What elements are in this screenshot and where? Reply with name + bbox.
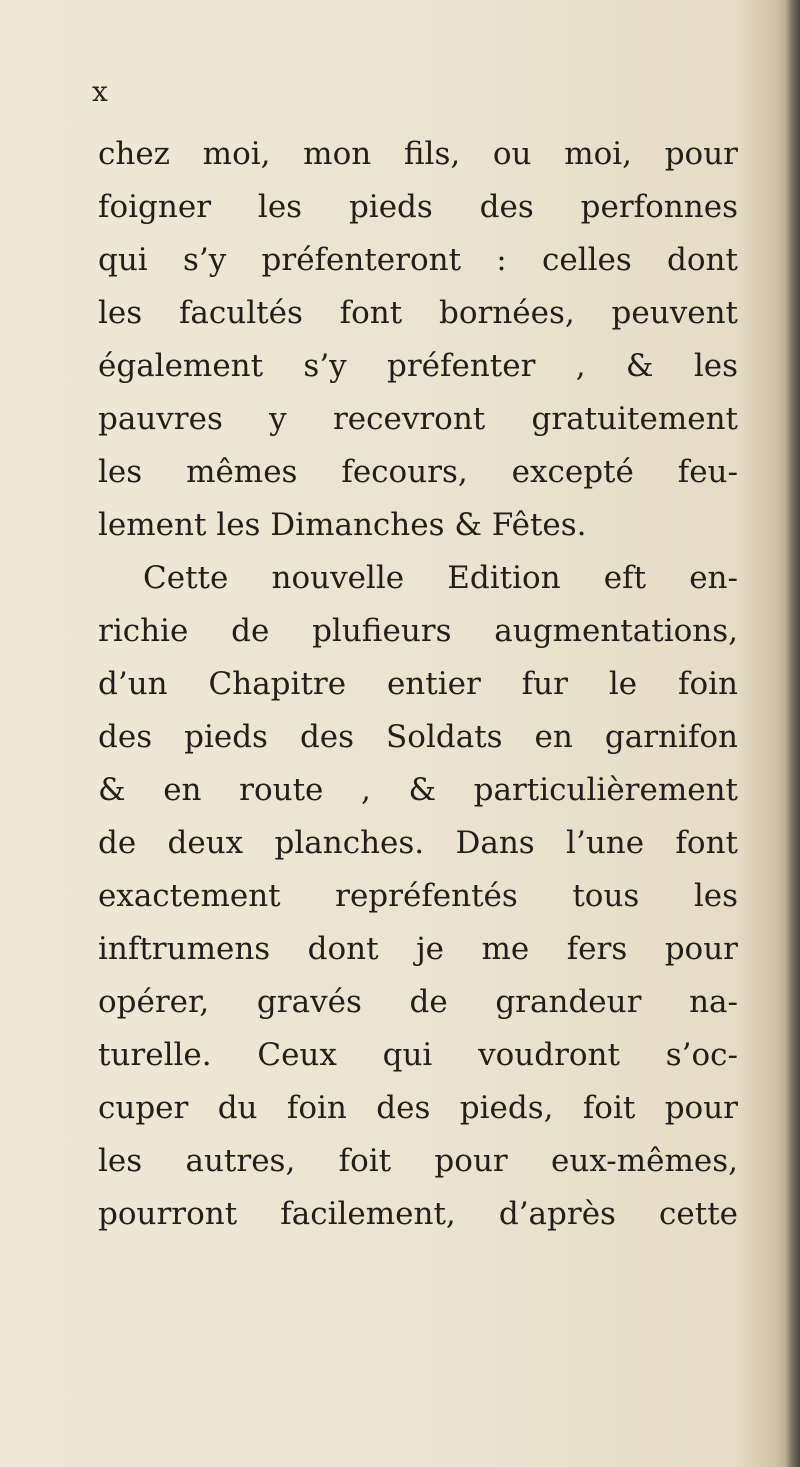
signature-mark: x bbox=[92, 75, 108, 108]
text-line: chez moi, mon fils, ou moi, pour bbox=[98, 136, 738, 172]
text-line: également s’y préfenter , & les bbox=[98, 348, 738, 384]
text-line: les autres, foit pour eux-mêmes, bbox=[98, 1143, 738, 1179]
body-text bbox=[98, 128, 738, 1241]
text-line: des pieds des Soldats en garnifon bbox=[98, 719, 738, 755]
text-line: Cette nouvelle Edition eft en- bbox=[143, 560, 738, 596]
text-line: lement les Dimanches & Fêtes. bbox=[98, 507, 587, 543]
text-line: les mêmes fecours, excepté feu- bbox=[98, 454, 738, 490]
text-line: turelle. Ceux qui voudront s’oc- bbox=[98, 1037, 738, 1073]
text-line: qui s’y préfenteront : celles dont bbox=[98, 242, 738, 278]
text-line: exactement repréfentés tous les bbox=[98, 878, 738, 914]
text-line: foigner les pieds des perfonnes bbox=[98, 189, 738, 225]
text-line: & en route , & particulièrement bbox=[98, 772, 738, 808]
text-line: pourront facilement, d’après cette bbox=[98, 1196, 738, 1232]
text-line: richie de plufieurs augmentations, bbox=[98, 613, 738, 649]
text-line: d’un Chapitre entier fur le foin bbox=[98, 666, 738, 702]
text-line: les facultés font bornées, peuvent bbox=[98, 295, 738, 331]
page-edge bbox=[786, 0, 800, 1467]
text-line: pauvres y recevront gratuitement bbox=[98, 401, 738, 437]
text-line: opérer, gravés de grandeur na- bbox=[98, 984, 738, 1020]
text-line: cuper du foin des pieds, foit pour bbox=[98, 1090, 738, 1126]
text-line: de deux planches. Dans l’une font bbox=[98, 825, 738, 861]
text-line: inftrumens dont je me fers pour bbox=[98, 931, 738, 967]
